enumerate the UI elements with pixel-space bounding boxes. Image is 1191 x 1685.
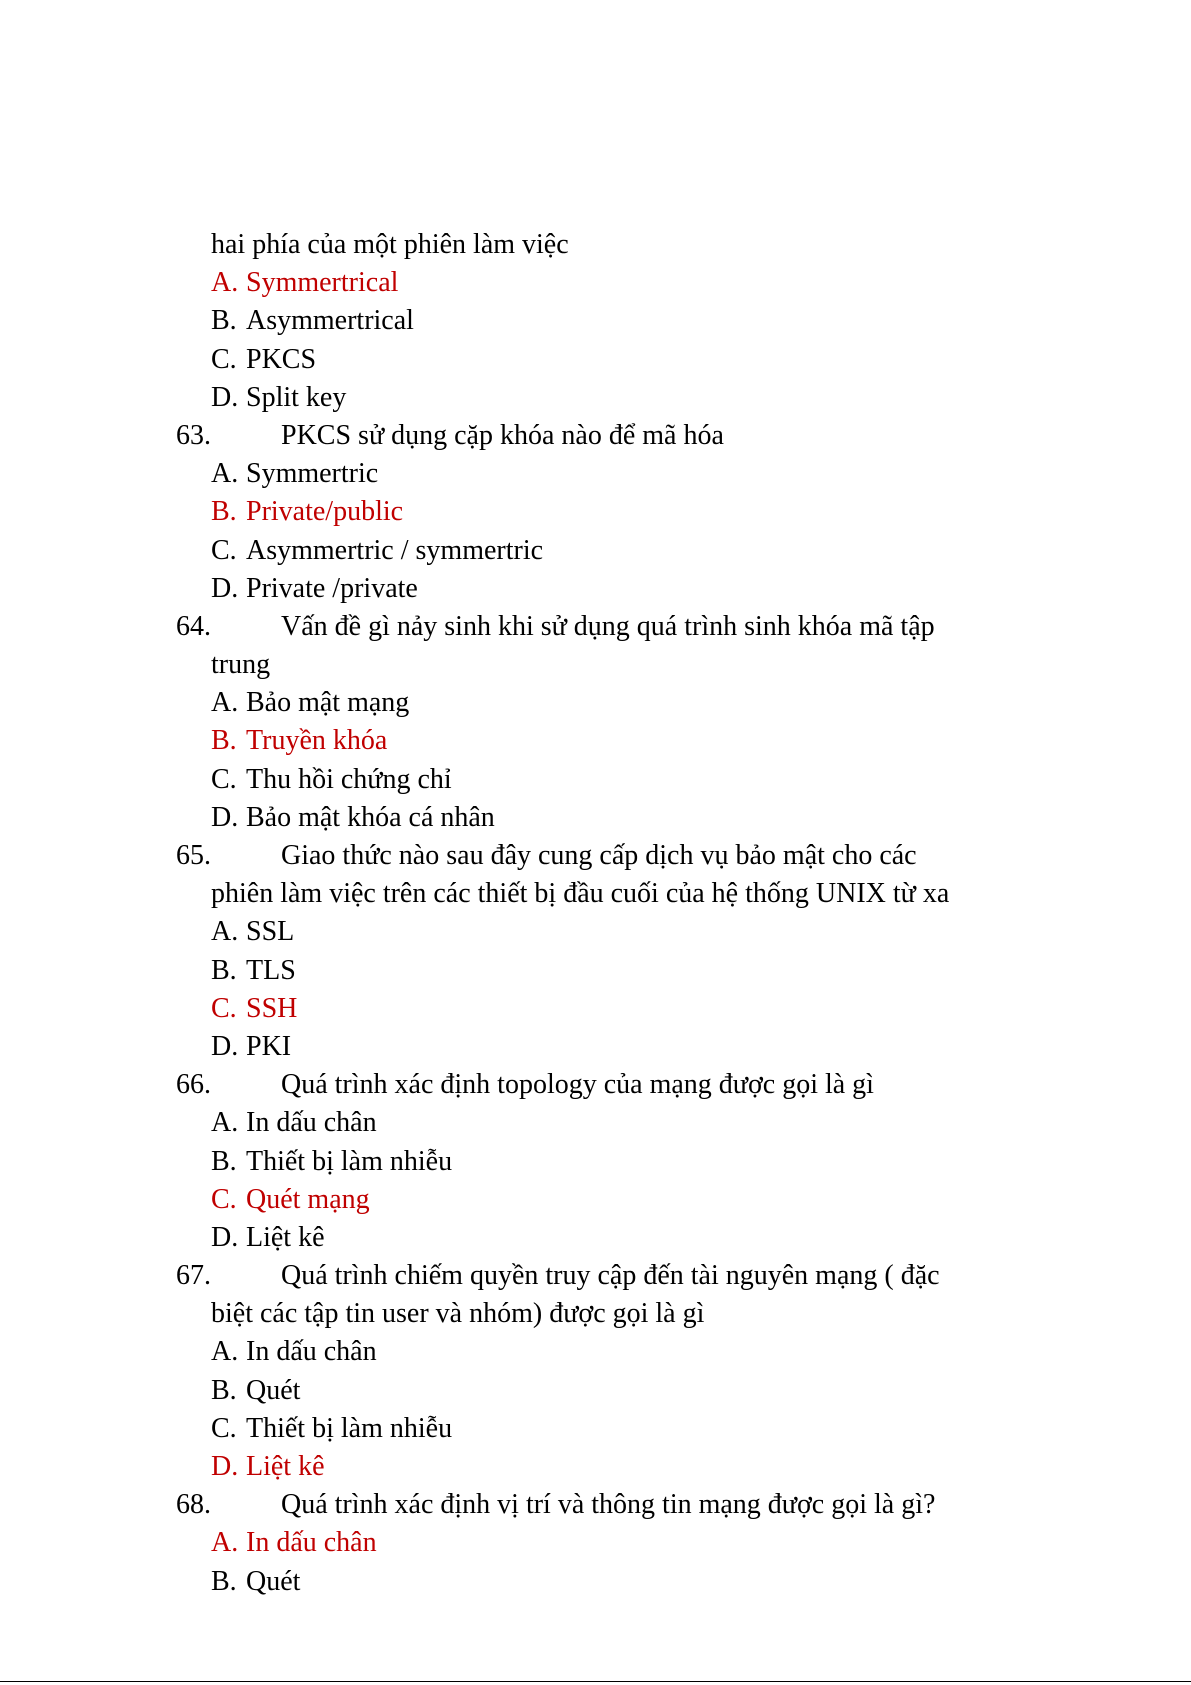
question-number: 64.	[176, 610, 211, 642]
option-text: Private /private	[246, 572, 418, 604]
answer-option-correct	[0, 990, 1191, 1028]
option-text: TLS	[246, 954, 296, 986]
option-letter: D.	[211, 381, 239, 413]
option-text: Symmertric	[246, 458, 379, 490]
option-text: Liệt kê	[246, 1221, 325, 1253]
option-text: SSH	[246, 992, 298, 1024]
answer-option	[0, 799, 1191, 837]
option-letter: D.	[211, 572, 239, 604]
option-text: Split key	[246, 381, 347, 413]
option-letter: B.	[211, 305, 237, 337]
option-text: SSL	[246, 916, 295, 948]
continuation-text: hai phía của một phiên làm việc	[211, 229, 569, 260]
option-letter: B.	[211, 725, 237, 757]
answer-option	[0, 761, 1191, 799]
option-text: PKCS	[246, 343, 317, 375]
option-letter: C.	[211, 1183, 237, 1215]
option-text: In dấu chân	[246, 1336, 377, 1368]
question-line	[0, 837, 1191, 875]
answer-option-correct	[0, 264, 1191, 302]
answer-option	[0, 302, 1191, 340]
question-number: 67.	[176, 1260, 211, 1292]
answer-option	[0, 1143, 1191, 1181]
option-text: Liệt kê	[246, 1451, 325, 1482]
answer-option	[0, 952, 1191, 990]
option-text: Quét	[246, 1565, 301, 1597]
option-letter: A.	[211, 687, 239, 719]
option-text: Quét mạng	[246, 1183, 370, 1215]
answer-option	[0, 1563, 1191, 1601]
question-number: 66.	[176, 1069, 211, 1101]
answer-option	[0, 570, 1191, 608]
document-body	[0, 226, 1191, 1601]
option-letter: B.	[211, 496, 237, 528]
option-letter: A.	[211, 267, 239, 299]
answer-option	[0, 532, 1191, 570]
continuation-text: biệt các tập tin user và nhóm) được gọi là gì	[211, 1298, 705, 1330]
option-letter: C.	[211, 534, 237, 566]
option-letter: A.	[211, 1336, 239, 1368]
answer-option	[0, 1104, 1191, 1142]
question-text: Vấn đề gì nảy sinh khi sử dụng quá trình sinh khóa mã tập	[281, 610, 935, 642]
question-text: Giao thức nào sau đây cung cấp dịch vụ bảo mật cho các	[281, 840, 917, 871]
answer-option	[0, 1028, 1191, 1066]
question-line	[0, 1066, 1191, 1104]
question-continuation	[0, 646, 1191, 684]
question-line	[0, 417, 1191, 455]
answer-option	[0, 684, 1191, 722]
answer-option-correct	[0, 1448, 1191, 1486]
option-letter: D.	[211, 1030, 239, 1062]
answer-option	[0, 341, 1191, 379]
question-text: PKCS sử dụng cặp khóa nào để mã hóa	[281, 419, 724, 451]
option-text: Thiết bị làm nhiễu	[246, 1145, 453, 1177]
option-letter: A.	[211, 916, 239, 948]
question-text: Quá trình xác định topology của mạng được gọi là gì	[281, 1069, 874, 1101]
option-letter: D.	[211, 1451, 239, 1482]
question-line	[0, 1486, 1191, 1524]
option-letter: A.	[211, 1107, 239, 1139]
option-text: Thiết bị làm nhiễu	[246, 1412, 453, 1444]
option-text: Truyền khóa	[246, 725, 388, 757]
answer-option-correct	[0, 1181, 1191, 1219]
answer-option	[0, 1410, 1191, 1448]
answer-option-correct	[0, 722, 1191, 760]
question-text: Quá trình chiếm quyền truy cập đến tài nguyên mạng ( đặc	[281, 1260, 940, 1292]
option-text: Bảo mật khóa cá nhân	[246, 801, 495, 833]
option-letter: B.	[211, 1374, 237, 1406]
page-bottom-rule	[0, 1681, 1191, 1682]
answer-option	[0, 455, 1191, 493]
question-line	[0, 608, 1191, 646]
option-letter: D.	[211, 801, 239, 833]
option-letter: B.	[211, 1565, 237, 1597]
option-letter: C.	[211, 343, 237, 375]
answer-option	[0, 1372, 1191, 1410]
question-continuation	[0, 1295, 1191, 1333]
answer-option-correct	[0, 493, 1191, 531]
option-letter: C.	[211, 763, 237, 795]
option-text: Private/public	[246, 496, 404, 528]
option-letter: B.	[211, 1145, 237, 1177]
question-continuation	[0, 875, 1191, 913]
option-letter: C.	[211, 1412, 237, 1444]
answer-option	[0, 1219, 1191, 1257]
question-number: 63.	[176, 419, 211, 451]
answer-option-correct	[0, 1524, 1191, 1562]
question-line	[0, 1257, 1191, 1295]
option-text: Quét	[246, 1374, 301, 1406]
answer-option	[0, 379, 1191, 417]
option-letter: B.	[211, 954, 237, 986]
option-letter: A.	[211, 458, 239, 490]
option-text: Symmertrical	[246, 267, 399, 299]
option-text: In dấu chân	[246, 1527, 377, 1559]
question-continuation	[0, 226, 1191, 264]
question-text: Quá trình xác định vị trí và thông tin mạng được gọi là gì?	[281, 1489, 936, 1521]
answer-option	[0, 1333, 1191, 1371]
continuation-text: trung	[211, 649, 271, 681]
option-text: Thu hồi chứng chỉ	[246, 763, 452, 795]
option-text: Asymmertrical	[246, 305, 414, 337]
option-text: PKI	[246, 1030, 292, 1062]
option-text: Asymmertric / symmertric	[246, 534, 544, 566]
option-letter: C.	[211, 992, 237, 1024]
option-text: In dấu chân	[246, 1107, 377, 1139]
option-text: Bảo mật mạng	[246, 687, 410, 719]
question-number: 65.	[176, 840, 211, 871]
option-letter: A.	[211, 1527, 239, 1559]
continuation-text: phiên làm việc trên các thiết bị đầu cuối của hệ thống UNIX từ xa	[211, 878, 950, 910]
option-letter: D.	[211, 1221, 239, 1253]
answer-option	[0, 913, 1191, 951]
question-number: 68.	[176, 1489, 211, 1521]
